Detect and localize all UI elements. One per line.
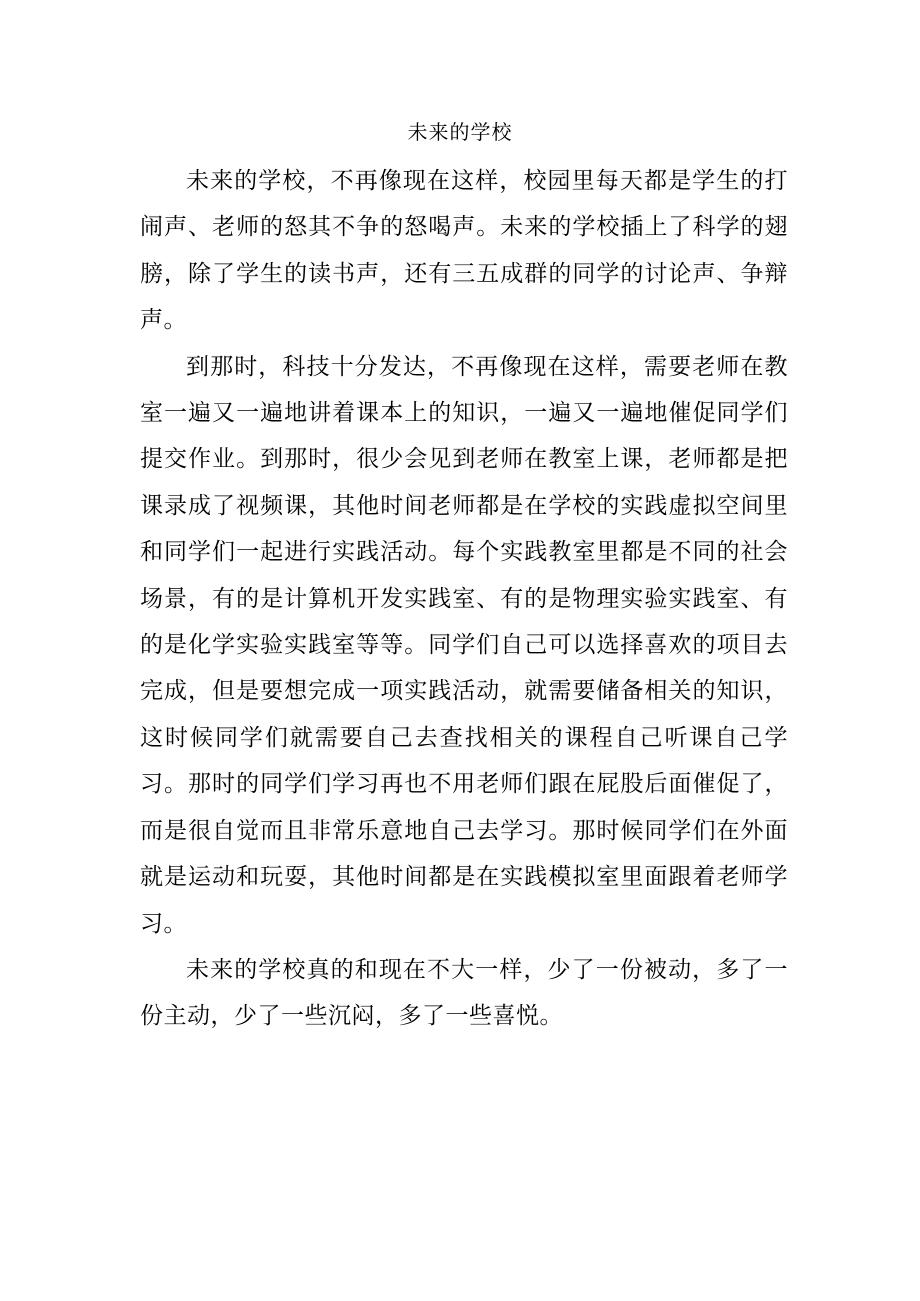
document-body	[140, 158, 788, 1040]
document-title: 未来的学校	[407, 120, 513, 144]
paragraph-1: 未来的学校，不再像现在这样，校园里每天都是学生的打闹声、老师的怒其不争的怒喝声。未来的学校插上了科学的翅膀，除了学生的读书声，还有三五成群的同学的讨论声、争辩声。	[140, 168, 788, 334]
paragraph-3: 未来的学校真的和现在不大一样，少了一份被动，多了一份主动，少了一些沉闷，多了一些喜悦。	[140, 956, 788, 1030]
paragraph-2: 到那时，科技十分发达，不再像现在这样，需要老师在教室一遍又一遍地讲着课本上的知识，一遍又一遍地催促同学们提交作业。到那时，很少会见到老师在教室上课，老师都是把课录成了视频课，其他时间老师都是在学校的实践虚拟空间里和同学们一起进行实践活动。每个实践教室里都是不同的社会场景，有的是计算机开发实践室、有的是物理实验实践室、有的是化学实验实践室等等。同学们自己可以选择喜欢的项目去完成，但是要想完成一项实践活动，就需要储备相关的知识，这时候同学们就需要自己去查找相关的课程自己听课自己学习。那时的同学们学习再也不用老师们跟在屁股后面催促了，而是很自觉而且非常乐意地自己去学习。那时候同学们在外面就是运动和玩耍，其他时间都是在实践模拟室里面跟着老师学习。	[140, 353, 788, 937]
